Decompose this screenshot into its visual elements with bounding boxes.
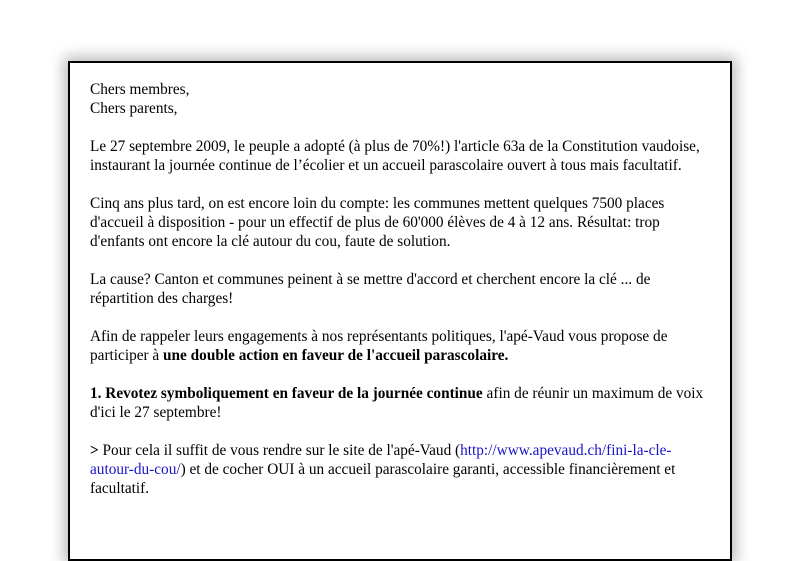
- point-1-bold: 1. Revotez symboliquement en faveur de la journée continue: [90, 385, 483, 402]
- paragraph-constitution: Le 27 septembre 2009, le peuple a adopté (à plus de 70%!) l'article 63a de la Constitution vaudoise, instaurant la journée continue de l’écolier et un accueil parascolaire ouvert à tous mais facultatif.: [90, 138, 700, 174]
- paragraph-action: [90, 327, 710, 365]
- paragraph-cause: La cause? Canton et communes peinent à se mettre d'accord et cherchent encore la clé ... de répartition des charges!: [90, 271, 651, 307]
- instruction-paragraph: [90, 441, 710, 498]
- apevaud-link[interactable]: http://www.apevaud.ch/fini-la-cle-autour-du-cou/: [90, 442, 672, 478]
- instruction-text-before: Pour cela il suffit de vous rendre sur le site de l'apé-Vaud (: [98, 442, 461, 459]
- point-1: [90, 384, 710, 422]
- paragraph-action-text: Afin de rappeler leurs engagements à nos représentants politiques, l'apé-Vaud vous propose de participer à: [90, 328, 668, 364]
- greeting-members: Chers membres,: [90, 81, 190, 98]
- paragraph-action-bold: une double action en faveur de l'accueil parascolaire.: [163, 347, 509, 364]
- instruction-text-after: ) et de cocher OUI à un accueil parascolaire garanti, accessible financièrement et facultatif.: [90, 461, 676, 497]
- letter-page: [68, 61, 732, 561]
- point-1-text: afin de réunir un maximum de voix d'ici le 27 septembre!: [90, 385, 704, 421]
- greeting-parents: Chers parents,: [90, 100, 178, 117]
- paragraph-places: Cinq ans plus tard, on est encore loin du compte: les communes mettent quelques 7500 places d'accueil à disposition - pour un effectif de plus de 60'000 élèves de 4 à 12 ans. Résultat: trop d'enfants ont encore la clé autour du cou, faute de solution.: [90, 195, 665, 250]
- arrow-icon: >: [90, 442, 99, 459]
